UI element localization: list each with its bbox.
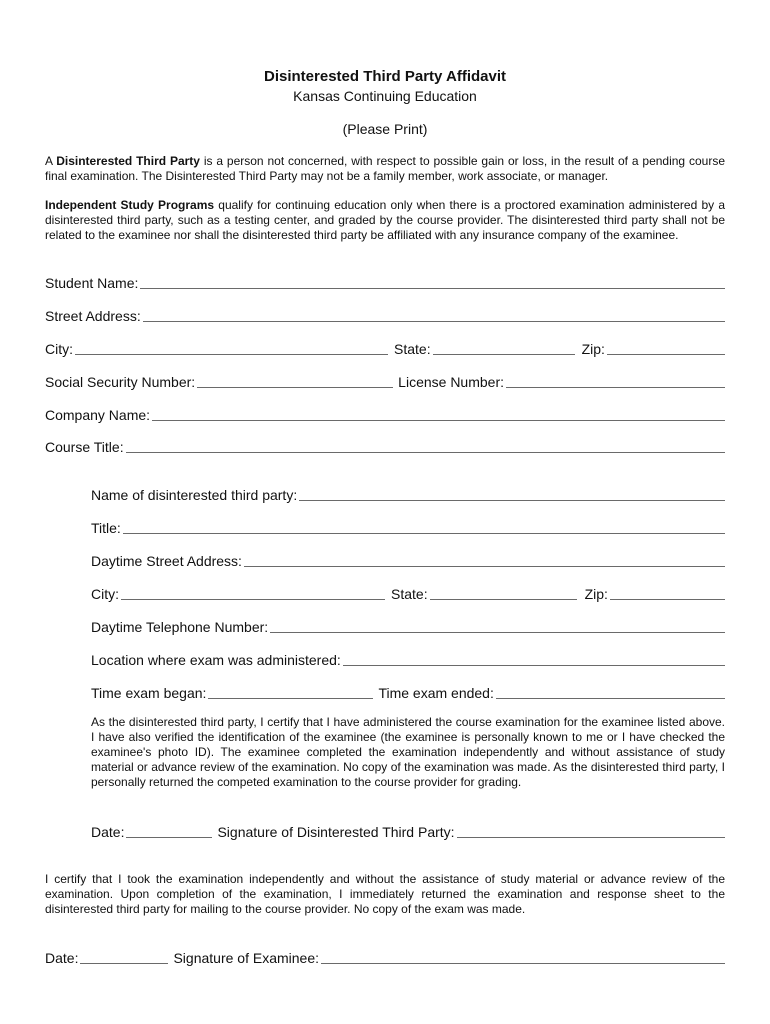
proctor-state-field[interactable]: [430, 599, 577, 600]
company-name-label: Company Name:: [45, 407, 151, 423]
exam-location-field[interactable]: [343, 665, 725, 666]
proctor-name-row: [91, 485, 725, 503]
proctor-phone-row: [91, 617, 725, 635]
proctor-address-field[interactable]: [244, 566, 725, 567]
proctor-signature-row: [91, 822, 725, 840]
definition-paragraph: [45, 154, 725, 184]
proctor-city-field[interactable]: [121, 599, 385, 600]
proctor-name-field[interactable]: [299, 500, 725, 501]
proctor-zip-label: Zip:: [584, 586, 608, 602]
student-name-field[interactable]: [140, 288, 725, 289]
zip-field[interactable]: [607, 354, 725, 355]
exam-location-label: Location where exam was administered:: [91, 652, 341, 668]
examinee-signature-row: [45, 948, 725, 966]
independent-study-text: qualify for continuing education only when there is a proctored examination administered by a disinterested third party, such as a testing center, and graded by the course provider. The disinterested third party shall not be related to the examinee nor shall the disinterested third party be affiliated with any insurance company of the examinee.: [45, 198, 726, 242]
license-number-label: License Number:: [398, 374, 504, 390]
examinee-signature-field[interactable]: [321, 963, 725, 964]
course-title-label: Course Title:: [45, 439, 124, 455]
examinee-date-field[interactable]: [80, 963, 168, 964]
time-began-label: Time exam began:: [91, 685, 207, 701]
course-title-row: [45, 437, 725, 455]
state-field[interactable]: [433, 354, 575, 355]
ssn-license-row: [45, 372, 725, 390]
zip-label: Zip:: [581, 341, 605, 357]
time-began-field[interactable]: [208, 698, 373, 699]
street-address-label: Street Address:: [45, 308, 141, 324]
independent-study-paragraph: [45, 198, 725, 243]
examinee-certification-text: I certify that I took the examination independently and without the assistance of study material or advance review of the examination. Upon completion of the examination, I immediately returned the examination and response sheet to the disinterested third party for mailing to the course provider. No copy of the exam was made.: [45, 872, 725, 916]
proctor-phone-label: Daytime Telephone Number:: [91, 619, 269, 635]
proctor-signature-label: Signature of Disinterested Third Party:: [217, 824, 455, 840]
document-subtitle: Kansas Continuing Education: [293, 88, 477, 104]
student-name-label: Student Name:: [45, 275, 139, 291]
company-name-row: [45, 405, 725, 423]
proctor-date-label: Date:: [91, 824, 125, 840]
proctor-name-label: Name of disinterested third party:: [91, 487, 298, 503]
proctor-city-label: City:: [91, 586, 119, 602]
license-number-field[interactable]: [506, 387, 725, 388]
student-city-row: [45, 339, 725, 357]
time-ended-label: Time exam ended:: [378, 685, 494, 701]
street-address-row: [45, 306, 725, 324]
definition-text: is a person not concerned, with respect to possible gain or loss, in the result of a pending course final examination. The Disinterested Third Party may not be a family member, work associate, or manager.: [45, 154, 725, 183]
proctor-address-label: Daytime Street Address:: [91, 553, 242, 569]
street-address-field[interactable]: [143, 321, 725, 322]
state-label: State:: [394, 341, 431, 357]
proctor-title-field[interactable]: [123, 533, 725, 534]
proctor-certification-text: As the disinterested third party, I certify that I have administered the course examination for the examinee listed above. I have also verified the identification of the examinee (the examinee is personally known to me or I have checked the examinee's photo ID). The examinee completed the examination independently and without assistance of study material or advance review of the examination. No copy of the examination was made. As the disinterested third party, I personally returned the competed examination to the course provider for grading.: [91, 715, 725, 789]
proctor-title-label: Title:: [91, 520, 121, 536]
definition-prefix: A: [45, 154, 57, 168]
proctor-date-field[interactable]: [126, 837, 212, 838]
company-name-field[interactable]: [152, 420, 725, 421]
course-title-field[interactable]: [126, 452, 725, 453]
proctor-phone-field[interactable]: [270, 632, 725, 633]
document-title: Disinterested Third Party Affidavit: [264, 68, 506, 85]
proctor-zip-field[interactable]: [610, 599, 725, 600]
city-label: City:: [45, 341, 73, 357]
definition-term: Disinterested Third Party: [56, 154, 200, 168]
ssn-field[interactable]: [197, 387, 393, 388]
proctor-state-label: State:: [391, 586, 428, 602]
proctor-signature-field[interactable]: [457, 837, 725, 838]
proctor-address-row: [91, 551, 725, 569]
examinee-date-label: Date:: [45, 950, 79, 966]
proctor-city-row: [91, 584, 725, 602]
proctor-title-row: [91, 518, 725, 536]
examinee-signature-label: Signature of Examinee:: [173, 950, 319, 966]
exam-times-row: [91, 683, 725, 701]
ssn-label: Social Security Number:: [45, 374, 196, 390]
city-field[interactable]: [75, 354, 388, 355]
time-ended-field[interactable]: [496, 698, 725, 699]
student-name-row: [45, 273, 725, 291]
independent-study-term: Independent Study Programs: [45, 198, 215, 212]
print-instruction: (Please Print): [342, 121, 428, 137]
exam-location-row: [91, 650, 725, 668]
